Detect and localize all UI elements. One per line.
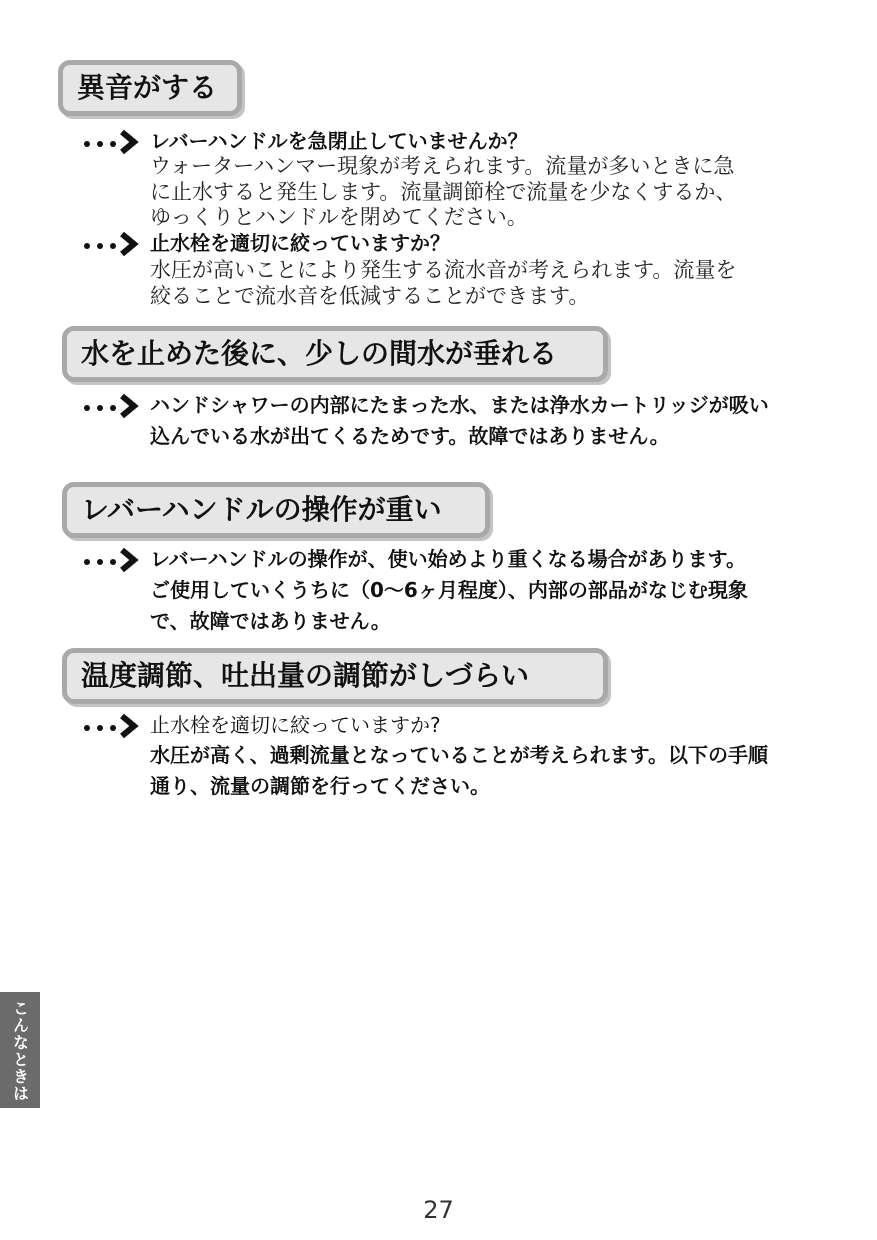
answer-text: ウォーターハンマー現象が考えられます。流量が多いときに急 に止水すると発生します。流量調節栓で流量を少なくするか、 ゆっくりとハンドルを閉めてください。 <box>150 154 737 229</box>
dots-arrow-icon <box>82 392 142 420</box>
question-text: レバーハンドルを急閉止していませんか？ <box>150 129 528 153</box>
answer-text: 水圧が高いことにより発生する流水音が考えられます。流量を 絞ることで流水音を低減することができます。 <box>150 258 737 308</box>
body-text: レバーハンドルの操作が、使い始めより重くなる場合があります。 ご使用していくうちに（0〜6ヶ月程度）、内部の部品がなじむ現象 で、故障ではありません。 <box>150 547 748 633</box>
question-text: 止水栓を適切に絞っていますか？ <box>150 231 450 255</box>
dots-arrow-icon <box>82 128 142 156</box>
section-heading-lever-heavy: レバーハンドルの操作が重い <box>62 482 490 538</box>
side-tab-label: こんなときは <box>10 1000 30 1102</box>
page-number: 27 <box>423 1196 454 1224</box>
dots-arrow-icon <box>82 230 142 258</box>
question-text: 止水栓を適切に絞っていますか? <box>150 713 441 737</box>
dots-arrow-icon <box>82 712 142 740</box>
answer-text: 水圧が高く、過剰流量となっていることが考えられます。以下の手順 通り、流量の調節を行ってください。 <box>150 743 768 798</box>
body-text: ハンドシャワーの内部にたまった水、または浄水カートリッジが吸い 込んでいる水が出てくるためです。故障ではありません。 <box>150 393 769 448</box>
side-tab <box>0 992 40 1108</box>
dots-arrow-icon <box>82 546 142 574</box>
section-heading-noise: 異音がする <box>58 60 242 116</box>
section-heading-dripping: 水を止めた後に、少しの間水が垂れる <box>62 326 608 382</box>
section-heading-temperature: 温度調節、吐出量の調節がしづらい <box>62 648 608 704</box>
